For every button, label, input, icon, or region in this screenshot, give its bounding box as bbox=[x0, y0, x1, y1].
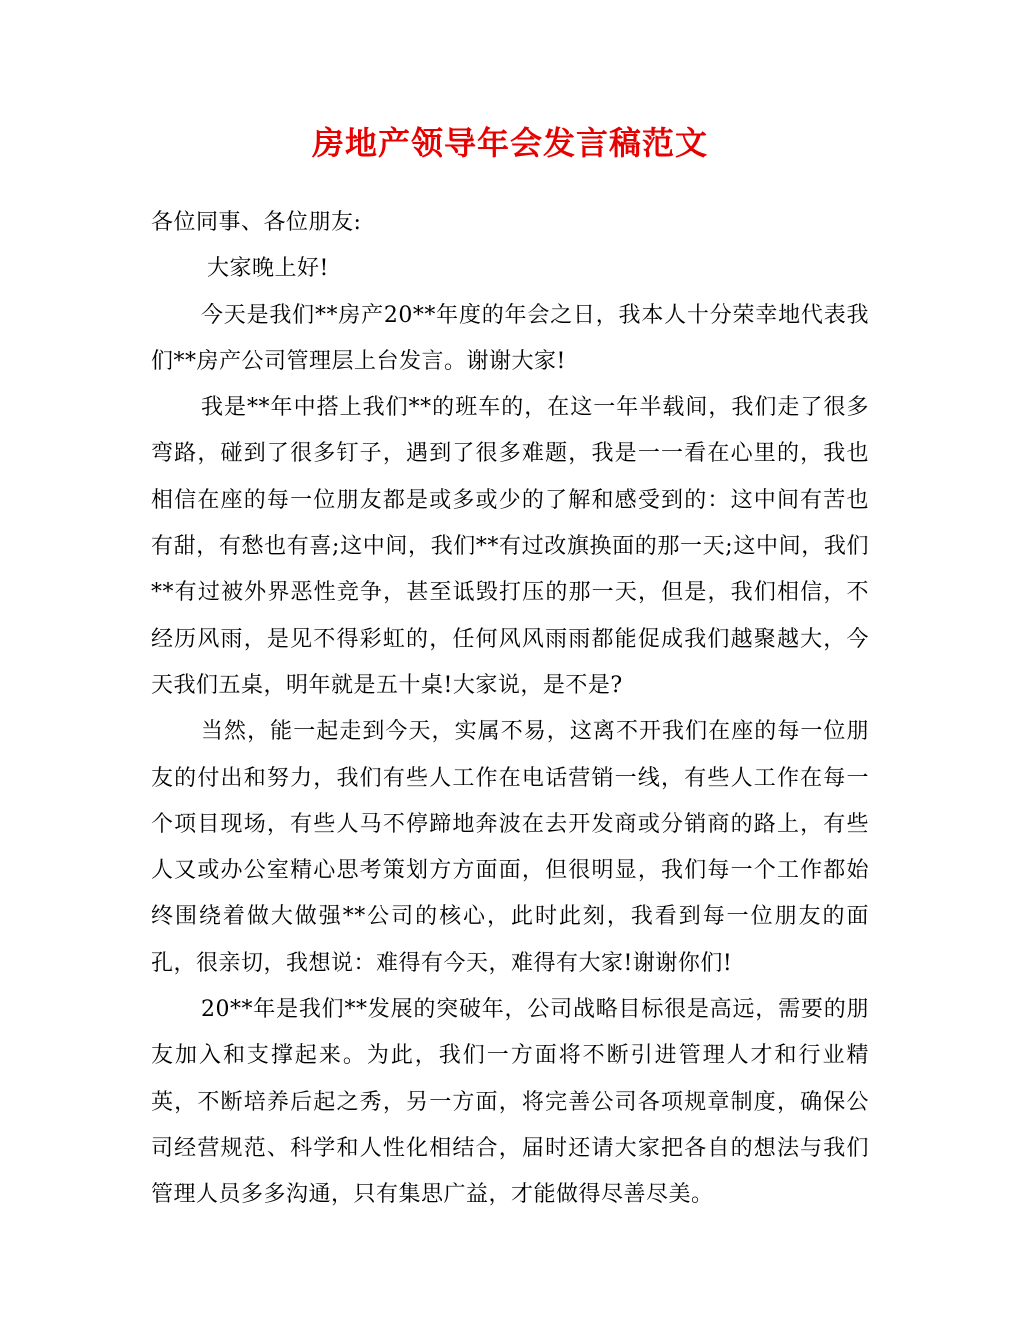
document-title: 房地产领导年会发言稿范文 bbox=[311, 124, 708, 162]
paragraph-outlook: 20**年是我们**发展的突破年，公司战略目标很是高远，需要的朋友加入和支撑起来。为此，我们一方面将不断引进管理人才和行业精英，不断培养后起之秀，另一方面，将完善公司各项规章制度，确保公司经营规范、科学和人性化相结合，届时还请大家把各自的想法与我们管理人员多多沟通，只有集思广益，才能做得尽善尽美。 bbox=[151, 997, 869, 1208]
paragraph-opening: 今天是我们**房产20**年度的年会之日，我本人十分荣幸地代表我们**房产公司管理层上台发言。谢谢大家! bbox=[151, 302, 869, 374]
salutation: 各位同事、各位朋友: bbox=[151, 210, 362, 235]
document-body bbox=[151, 200, 869, 1219]
greeting: 大家晚上好! bbox=[207, 256, 329, 282]
paragraph-thanks: 当然，能一起走到今天，实属不易，这离不开我们在座的每一位朋友的付出和努力，我们有些人工作在电话营销一线，有些人工作在每一个项目现场，有些人马不停蹄地奔波在去开发商或分销商的路上，有些人又或办公室精心思考策划方方面面，但很明显，我们每一个工作都始终围绕着做大做强**公司的核心，此时此刻，我看到每一位朋友的面孔，很亲切，我想说：难得有今天，难得有大家!谢谢你们! bbox=[151, 719, 869, 976]
paragraph-journey: 我是**年中搭上我们**的班车的，在这一年半载间，我们走了很多弯路，碰到了很多钉子，遇到了很多难题，我是一一看在心里的，我也相信在座的每一位朋友都是或多或少的了解和感受到的：这中间有苦也有甜，有愁也有喜;这中间，我们**有过改旗换面的那一天;这中间，我们**有过被外界恶性竞争，甚至诋毁打压的那一天，但是，我们相信，不经历风雨，是见不得彩虹的，任何风风雨雨都能促成我们越聚越大，今天我们五桌，明年就是五十桌!大家说，是不是? bbox=[151, 395, 869, 698]
